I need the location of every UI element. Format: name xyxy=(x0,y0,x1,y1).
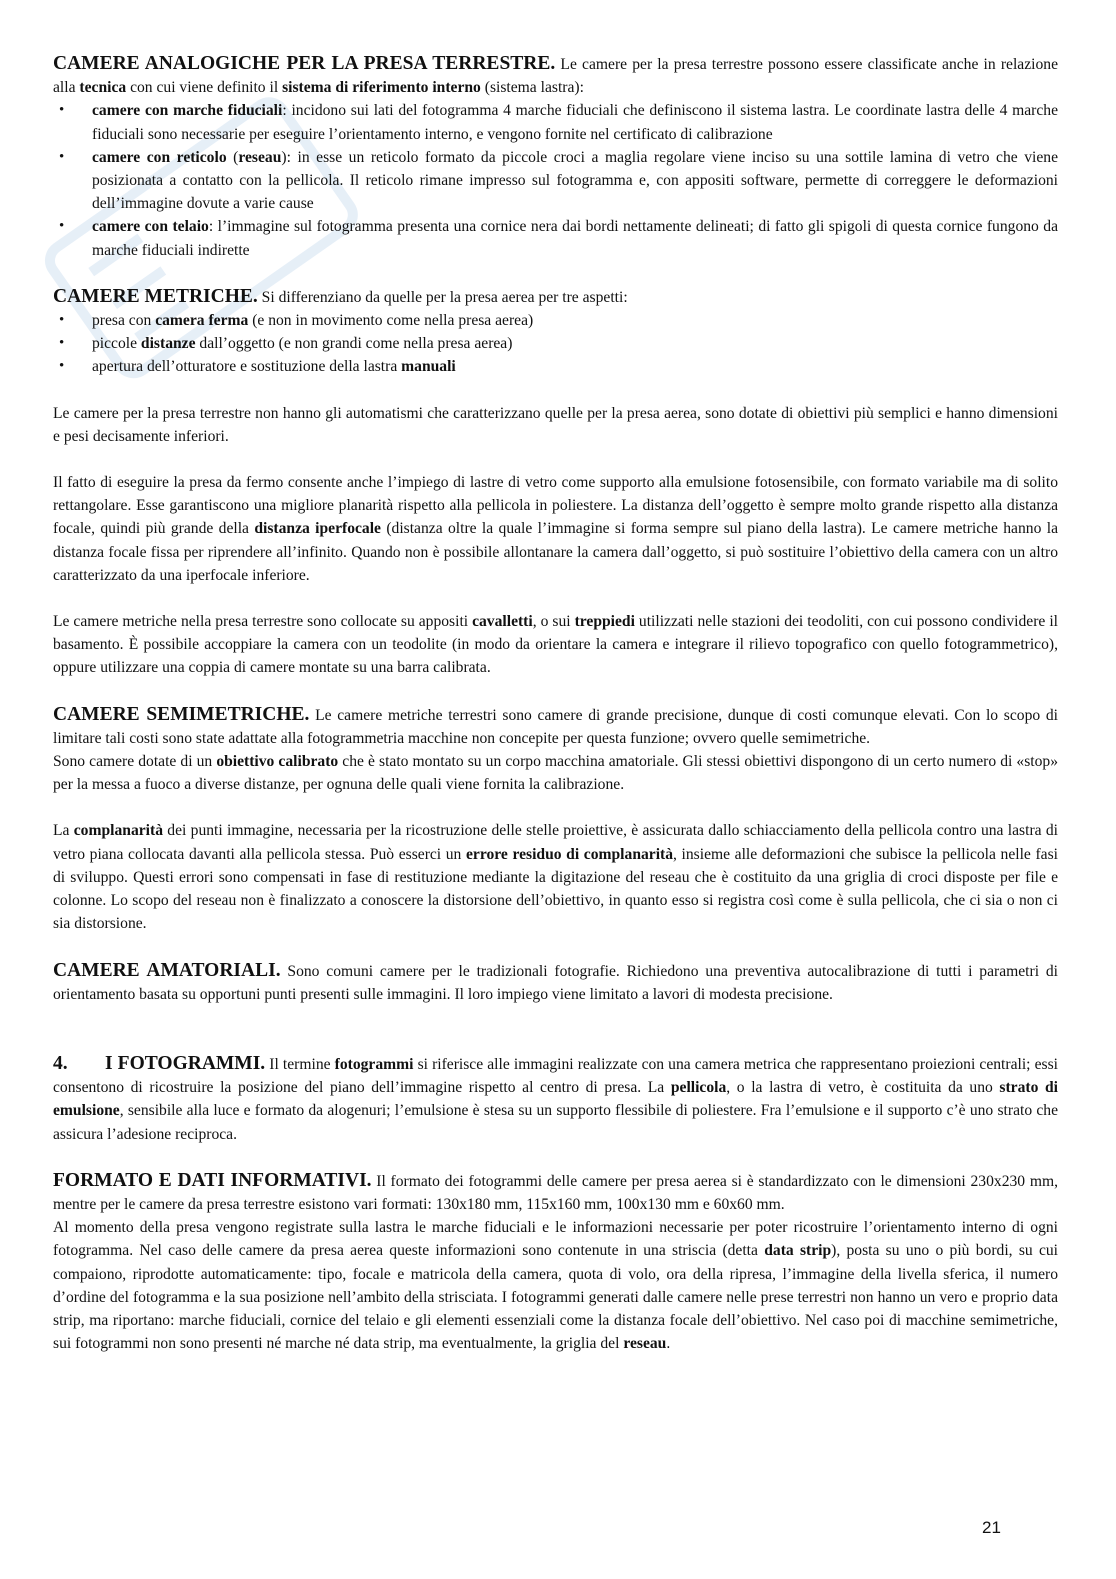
section-heading: CAMERE METRICHE. xyxy=(53,285,258,307)
section-heading: CAMERE AMATORIALI. xyxy=(53,959,281,981)
list-item: • camere con marche fiduciali: incidono sui lati del fotogramma 4 marche fiduciali che definiscono il sistema lastra. Le coordinate lastra delle 4 marche fiduciali sono necessarie per eseguire l’orientamento interno, e vengono fornite nel certificato di calibrazione xyxy=(53,99,1058,145)
section-camere-amatoriali xyxy=(53,959,1058,1006)
section-intro: Le camere per la presa terrestre possono essere classificate anche in relazione alla tecnica con cui viene definito il sistema di riferimento interno (sistema lastra): xyxy=(53,56,1058,97)
section-camere-analogiche xyxy=(53,52,1058,99)
list-item: • piccole distanze dall’oggetto (e non grandi come nella presa aerea) xyxy=(53,332,1058,355)
bullet-list-metriche xyxy=(53,309,1058,379)
section-formato-dati xyxy=(53,1169,1058,1216)
paragraph: Le camere per la presa terrestre non hanno gli automatismi che caratterizzano quelle per la presa aerea, sono dotate di obiettivi più semplici e hanno dimensioni e pesi decisamente inferiori. xyxy=(53,404,1058,445)
list-item: • apertura dell’otturatore e sostituzione della lastra manuali xyxy=(53,355,1058,378)
section-intro: Sono comuni camere per le tradizionali fotografie. Richiedono una preventiva autocalibrazione di tutti i parametri di orientamento basata su opportuni punti presenti sulle immagini. Il loro impiego viene limitato a lavori di modesta precisione. xyxy=(53,962,1058,1003)
paragraph: Le camere metriche nella presa terrestre sono collocate su appositi cavalletti, o sui treppiedi utilizzati nelle stazioni dei teodoliti, con cui possono condividere il basamento. È possibile accoppiare la camera con un teodolite (in modo da orientare la camera e integrare il rilievo topografico con quello fotogrammetrico), oppure utilizzare una coppia di camere montate su una barra calibrata. xyxy=(53,613,1058,677)
bullet-list-analogiche xyxy=(53,99,1058,261)
section-number: 4. xyxy=(53,1052,68,1074)
paragraph: Al momento della presa vengono registrate sulla lastra le marche fiduciali e le informazioni necessarie per poter ricostruire l’orientamento interno di ogni fotogramma. Nel caso delle camere da presa aerea queste informazioni sono contenute in una striscia (detta data strip), posta su uno o più bordi, su cui compaiono, riprodotte automaticamente: tipo, focale e matricola della camera, quota di volo, ora della ripresa, l’immagine della livella sferica, il numero d’ordine del fotogramma e la sua posizione nell’ambito della strisciata. I fotogrammi generati dalle camere nelle prese terrestri non hanno un vero e proprio data strip, ma riportano: marche fiduciali, cornice del telaio e gli elementi essenziali come la distanza focale dell’obiettivo. Nel caso poi di macchine semimetriche, sui fotogrammi non sono presenti né marche né data strip, ma eventualmente, la griglia del reseau. xyxy=(53,1219,1059,1353)
paragraph: La complanarità dei punti immagine, necessaria per la ricostruzione delle stelle proiettive, è assicurata dallo schiacciamento della pellicola contro una lastra di vetro piana collocata davanti alla pellicola stessa. Può esserci un errore residuo di complanarità, insieme alle deformazioni che subisce la pellicola nelle fasi di sviluppo. Questi errori sono compensati in fase di restituzione mediante la digitazione del reseau che è costituito da una griglia di croci disposte per file e colonne. Lo scopo del reseau non è finalizzato a conoscere la distorsione dell’obiettivo, in quanto esso si registra così come è sulla pellicola, che ci sia o non ci sia distorsione. xyxy=(53,822,1058,933)
section-heading: I FOTOGRAMMI. xyxy=(105,1052,266,1074)
paragraph: Sono camere dotate di un obiettivo calibrato che è stato montato su un corpo macchina amatoriale. Gli stessi obiettivi dispongono di un certo numero di «stop» per la messa a fuoco a diverse distanze, per ognuna delle quali viene fornita la calibrazione. xyxy=(53,753,1058,794)
section-intro: Il termine fotogrammi si riferisce alle immagini realizzate con una camera metrica che rappresentano proiezioni centrali; essi consentono di ricostruire la posizione del piano dell’immagine rispetto al centro di presa. La pellicola, o la lastra di vetro, è costituita da uno strato di emulsione, sensibile alla luce e formato da alogenuri; l’emulsione è stesa su un supporto flessibile di poliestere. Fra l’emulsione e il supporto c’è uno strato che assicura l’adesione reciproca. xyxy=(53,1055,1059,1143)
section-intro: Si differenziano da quelle per la presa aerea per tre aspetti: xyxy=(257,288,628,306)
section-fotogrammi xyxy=(53,1052,1058,1146)
paragraph: Il fatto di eseguire la presa da fermo consente anche l’impiego di lastre di vetro come supporto alla emulsione fotosensibile, con formato variabile ma di solito rettangolare. Esse garantiscono una migliore planarità rispetto alla pellicola in poliestere. La distanza dell’oggetto è sempre molto grande rispetto alla distanza focale, quindi più grande della distanza iperfocale (distanza oltre la quale l’immagine si forma sempre sul piano della lastra). Le camere metriche hanno la distanza focale fissa per riprendere all’infinito. Quando non è possibile allontanare la camera dall’oggetto, si può sostituire l’obiettivo della camera con un altro caratterizzato da una iperfocale inferiore. xyxy=(53,474,1058,584)
section-heading: FORMATO E DATI INFORMATIVI. xyxy=(53,1169,372,1191)
section-intro: Il formato dei fotogrammi delle camere per presa aerea si è standardizzato con le dimensioni 230x230 mm, mentre per le camere da presa terrestre esistono vari formati: 130x180 mm, 115x160 mm, 100x130 mm e 60x60 mm. xyxy=(53,1172,1058,1213)
section-camere-metriche xyxy=(53,285,1058,309)
list-item: • presa con camera ferma (e non in movimento come nella presa aerea) xyxy=(53,309,1058,332)
section-camere-semimetriche xyxy=(53,703,1058,750)
list-item: • camere con reticolo (reseau): in esse un reticolo formato da piccole croci a maglia regolare viene inciso su una sottile lamina di vetro che viene posizionata a contatto con la pellicola. Il reticolo rimane impresso sul fotogramma e, con appositi software, permette di correggere le deformazioni dell’immagine dovute a varie cause xyxy=(53,146,1058,216)
page-number: 21 xyxy=(982,1518,1001,1537)
section-heading: CAMERE SEMIMETRICHE. xyxy=(53,703,310,725)
document-page xyxy=(53,52,1058,1355)
section-intro: Le camere metriche terrestri sono camere di grande precisione, dunque di costi comunque elevati. Con lo scopo di limitare tali costi sono state adattate alla fotogrammetria macchine non concepite per questa funzione; ovvero quelle semimetriche. xyxy=(53,706,1058,747)
list-item: • camere con telaio: l’immagine sul fotogramma presenta una cornice nera dai bordi nettamente delineati; di fatto gli spigoli di questa cornice fungono da marche fiduciali indirette xyxy=(53,215,1058,261)
section-heading: CAMERE ANALOGICHE PER LA PRESA TERRESTRE. xyxy=(53,53,556,74)
